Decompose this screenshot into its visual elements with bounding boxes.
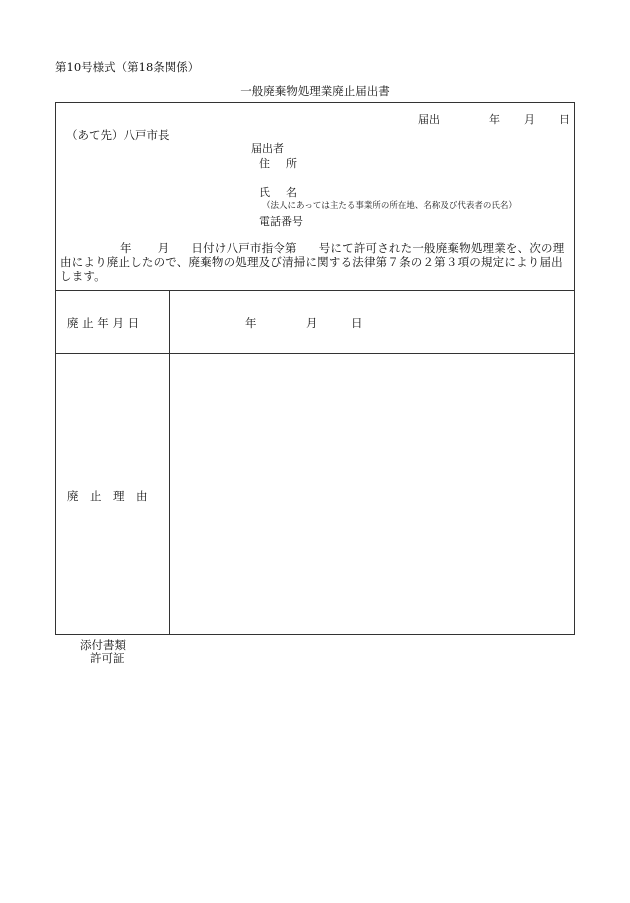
- address-label-char-2: 所: [286, 157, 297, 170]
- statement-month: 月: [157, 241, 170, 255]
- corporate-note: （法人にあっては主たる事業所の所在地、名称及び代表者の氏名）: [262, 201, 517, 211]
- abolition-reason-label: 廃 止 理 由: [67, 489, 148, 503]
- statement-line-3: します。: [60, 269, 106, 283]
- recipient: （あて先）八戸市長: [66, 128, 170, 142]
- name-label: [259, 184, 297, 200]
- submission-date-label: 届出: [418, 113, 440, 126]
- submission-year: 年: [489, 113, 500, 126]
- submission-day: 日: [559, 113, 570, 126]
- submission-month: 月: [524, 113, 535, 126]
- abolition-day: 日: [351, 316, 363, 330]
- abolition-date-label: 廃 止 年 月 日: [67, 316, 140, 330]
- attachment-item: 許可証: [90, 651, 125, 665]
- phone-label: 電話番号: [259, 215, 303, 228]
- statement-text-b: 号にて許可された一般廃棄物処理業を、次の理: [318, 241, 565, 255]
- form-number: 第10号様式（第18条関係）: [55, 60, 200, 74]
- form-frame: [55, 102, 575, 635]
- statement-text: [60, 241, 572, 283]
- table-row-divider: [55, 353, 575, 354]
- table-top-divider: [55, 290, 575, 291]
- statement-line-1: [60, 241, 572, 255]
- name-label-char-1: 氏: [259, 186, 270, 199]
- document-title: 一般廃棄物処理業廃止届出書: [240, 84, 390, 98]
- address-label: [259, 155, 297, 171]
- address-label-char-1: 住: [259, 157, 270, 170]
- statement-text-a: 日付け八戸市指令第: [191, 241, 297, 255]
- notifier-label: 届出者: [251, 142, 284, 155]
- statement-year: 年: [120, 241, 132, 255]
- name-label-char-2: 名: [286, 186, 297, 199]
- abolition-year: 年: [245, 316, 257, 330]
- table-column-divider: [169, 290, 170, 635]
- abolition-month: 月: [306, 316, 318, 330]
- attachments-title: 添付書類: [80, 638, 126, 652]
- statement-line-2: 由により廃止したので、廃棄物の処理及び清掃に関する法律第７条の２第３項の規定により届出: [60, 255, 563, 269]
